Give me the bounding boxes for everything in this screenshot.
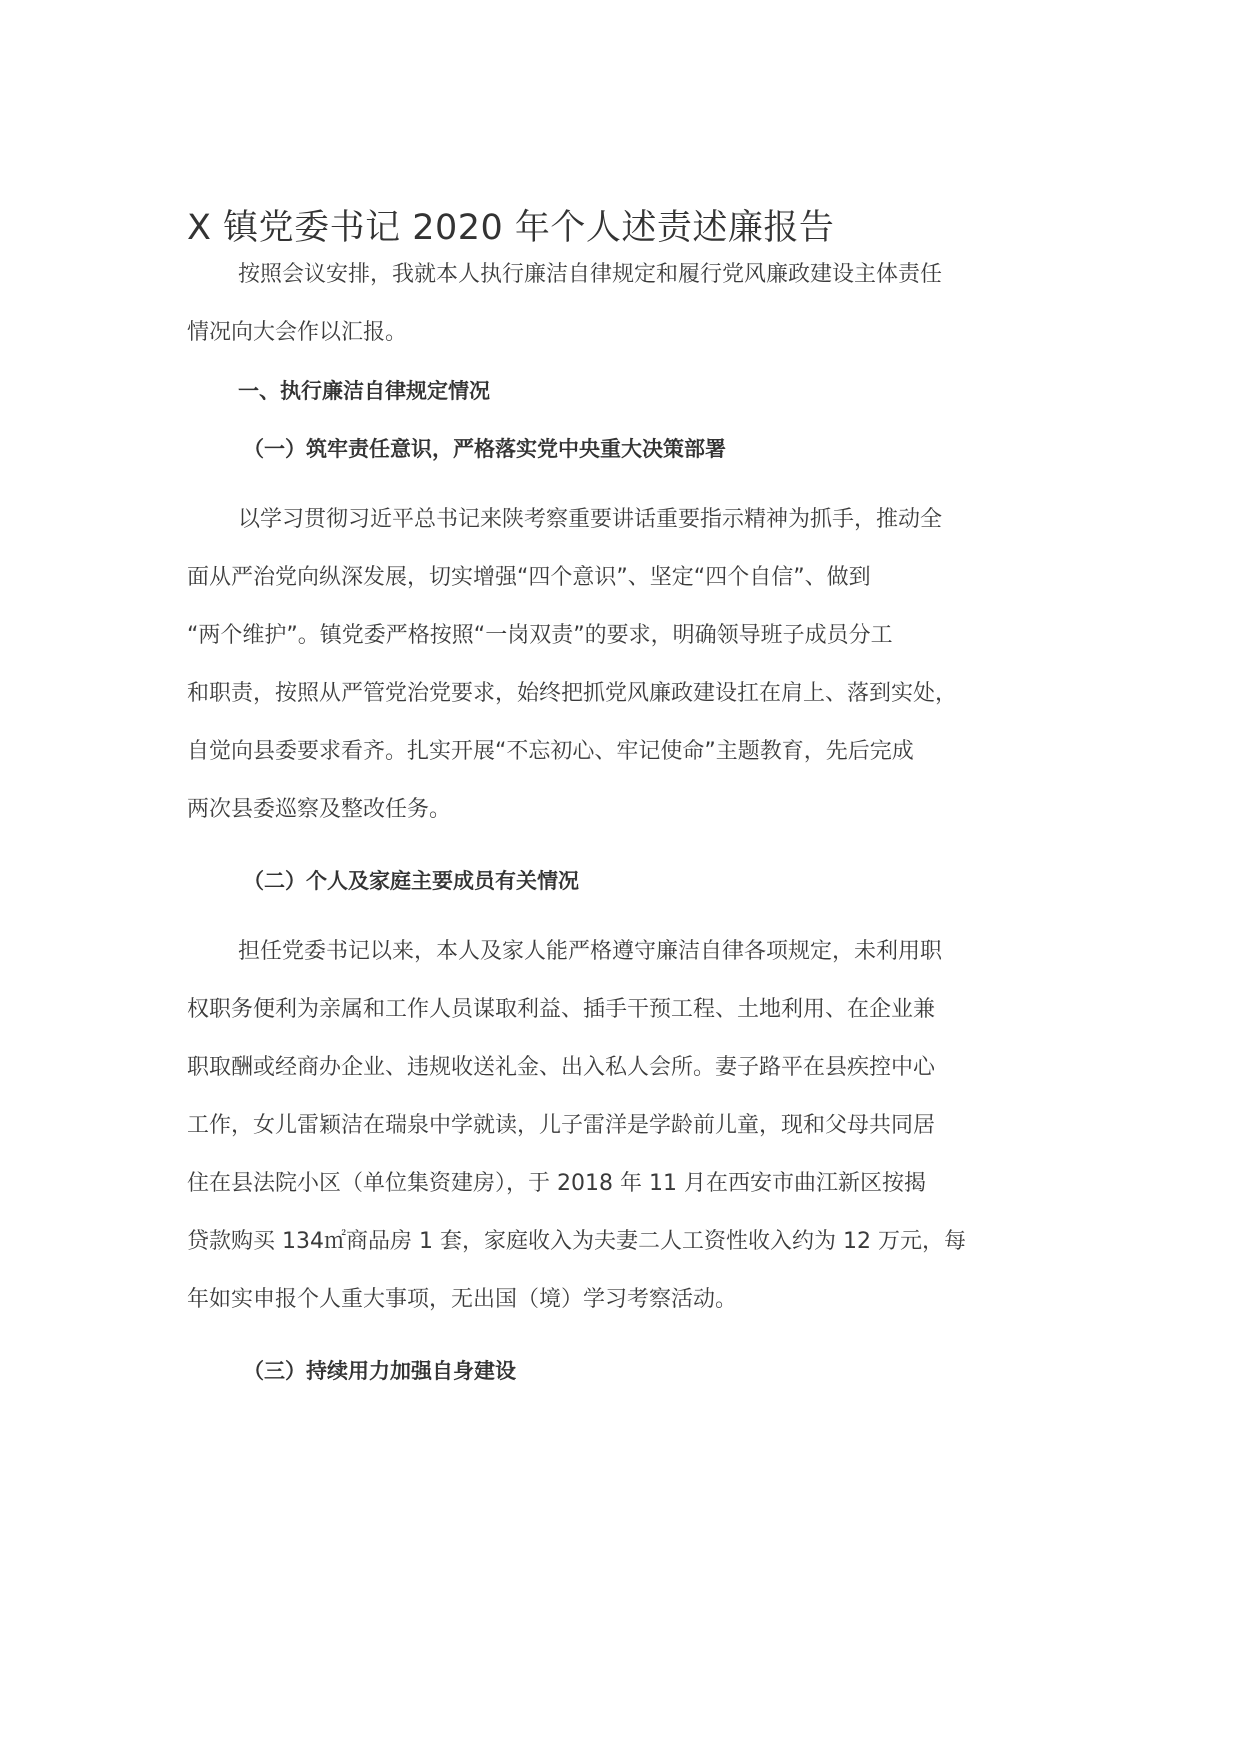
section-1-heading: 一、执行廉洁自律规定情况 (238, 379, 490, 403)
paragraph-line: 两次县委巡察及整改任务。 (187, 797, 452, 822)
document-title: X 镇党委书记 2020 年个人述责述廉报告 (187, 208, 835, 248)
paragraph-line: 住在县法院小区（单位集资建房），于 2018 年 11 月在西安市曲江新区按揭 (187, 1171, 926, 1196)
paragraph-line: 担任党委书记以来，本人及家人能严格遵守廉洁自律各项规定，未利用职 (238, 939, 943, 964)
subsection-3-heading: （三）持续用力加强自身建设 (243, 1359, 516, 1383)
paragraph-line: 年如实申报个人重大事项，无出国（境）学习考察活动。 (187, 1287, 738, 1312)
paragraph-line: 职取酬或经商办企业、违规收送礼金、出入私人会所。妻子路平在县疾控中心 (187, 1055, 936, 1080)
paragraph-line: “两个维护”。镇党委严格按照“一岗双责”的要求，明确领导班子成员分工 (187, 623, 893, 648)
paragraph-line: 权职务便利为亲属和工作人员谋取利益、插手干预工程、土地利用、在企业兼 (187, 997, 936, 1022)
paragraph-line: 自觉向县委要求看齐。扎实开展“不忘初心、牢记使命”主题教育，先后完成 (187, 739, 914, 764)
subsection-2-heading: （二）个人及家庭主要成员有关情况 (243, 869, 579, 893)
paragraph-line: 工作，女儿雷颖洁在瑞泉中学就读，儿子雷洋是学龄前儿童，现和父母共同居 (187, 1113, 936, 1138)
paragraph-line: 面从严治党向纵深发展，切实增强“四个意识”、坚定“四个自信”、做到 (187, 565, 871, 590)
subsection-1-heading: （一）筑牢责任意识，严格落实党中央重大决策部署 (243, 437, 726, 461)
intro-line-2: 情况向大会作以汇报。 (187, 320, 408, 345)
intro-line-1: 按照会议安排，我就本人执行廉洁自律规定和履行党风廉政建设主体责任 (238, 262, 943, 287)
paragraph-line: 和职责，按照从严管党治党要求，始终把抓党风廉政建设扛在肩上、落到实处， (187, 681, 958, 706)
paragraph-line: 以学习贯彻习近平总书记来陕考察重要讲话重要指示精神为抓手，推动全 (238, 507, 943, 532)
paragraph-line: 贷款购买 134㎡商品房 1 套，家庭收入为夫妻二人工资性收入约为 12 万元，每 (187, 1229, 966, 1254)
